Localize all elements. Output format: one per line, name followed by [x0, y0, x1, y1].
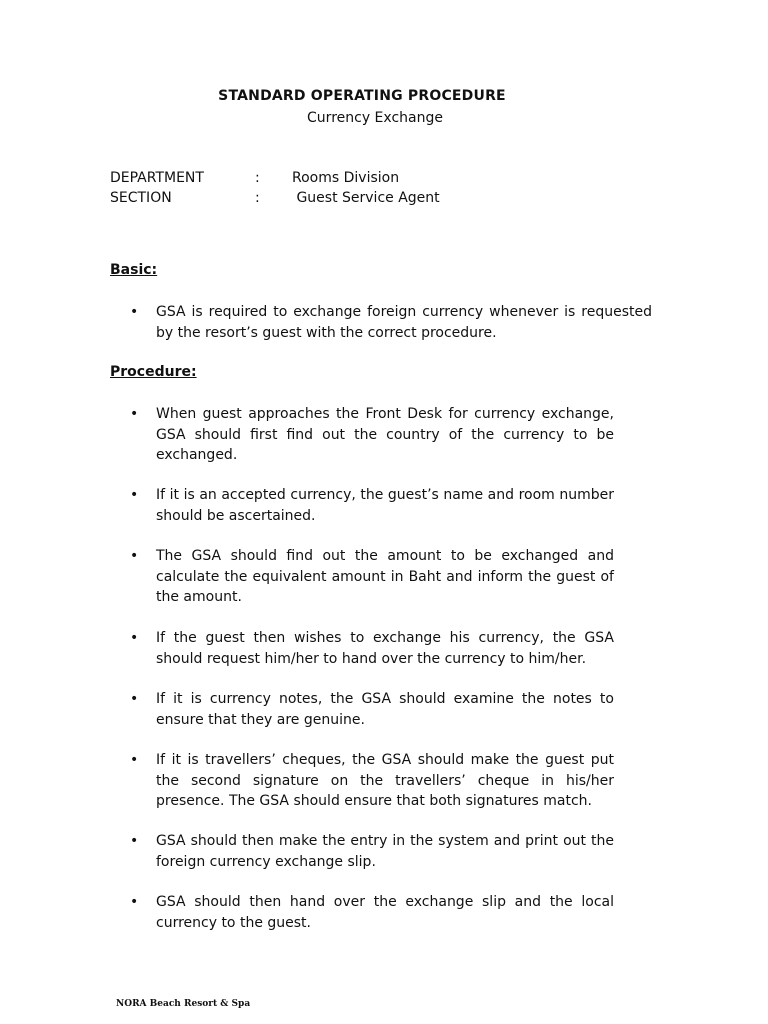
- procedure-heading: Procedure:: [110, 364, 197, 380]
- bullet-icon: •: [130, 487, 139, 503]
- meta-row-department: [110, 170, 399, 186]
- basic-heading: Basic:: [110, 262, 158, 278]
- list-item-text: GSA should then hand over the exchange slip and the local currency to the guest.: [156, 894, 614, 931]
- meta-key: DEPARTMENT: [110, 170, 204, 186]
- meta-row-section: [110, 190, 440, 206]
- bullet-icon: •: [130, 406, 139, 422]
- document-subtitle: Currency Exchange: [307, 110, 443, 126]
- bullet-icon: •: [130, 894, 139, 910]
- bullet-icon: •: [130, 630, 139, 646]
- meta-value: Guest Service Agent: [292, 190, 440, 206]
- list-item-text: If it is travellers’ cheques, the GSA should make the guest put the second signature on the travellers’ cheque in his/her presence. The GSA should ensure that both signatures match.: [156, 752, 614, 809]
- footer-text: NORA Beach Resort & Spa: [116, 999, 251, 1009]
- meta-key: SECTION: [110, 190, 172, 206]
- meta-separator: :: [255, 190, 260, 206]
- bullet-icon: •: [130, 752, 139, 768]
- list-item-text: GSA should then make the entry in the system and print out the foreign currency exchange slip.: [156, 833, 614, 870]
- bullet-icon: •: [130, 691, 139, 707]
- list-item-text: If it is currency notes, the GSA should examine the notes to ensure that they are genuine.: [156, 691, 614, 728]
- bullet-icon: •: [130, 548, 139, 564]
- bullet-icon: •: [130, 833, 139, 849]
- document-title: STANDARD OPERATING PROCEDURE: [218, 88, 506, 104]
- list-item-text: GSA is required to exchange foreign currency whenever is requested by the resort’s guest with the correct procedure.: [156, 304, 652, 341]
- list-item-text: The GSA should find out the amount to be exchanged and calculate the equivalent amount in Baht and inform the guest of the amount.: [156, 548, 614, 605]
- list-item-text: When guest approaches the Front Desk for currency exchange, GSA should first find out the country of the currency to be exchanged.: [156, 406, 614, 463]
- list-item-text: If the guest then wishes to exchange his currency, the GSA should request him/her to hand over the currency to him/her.: [156, 630, 614, 667]
- meta-value: Rooms Division: [292, 170, 400, 186]
- list-item-text: If it is an accepted currency, the guest’s name and room number should be ascertained.: [156, 487, 614, 524]
- bullet-icon: •: [130, 304, 139, 320]
- meta-separator: :: [255, 170, 260, 186]
